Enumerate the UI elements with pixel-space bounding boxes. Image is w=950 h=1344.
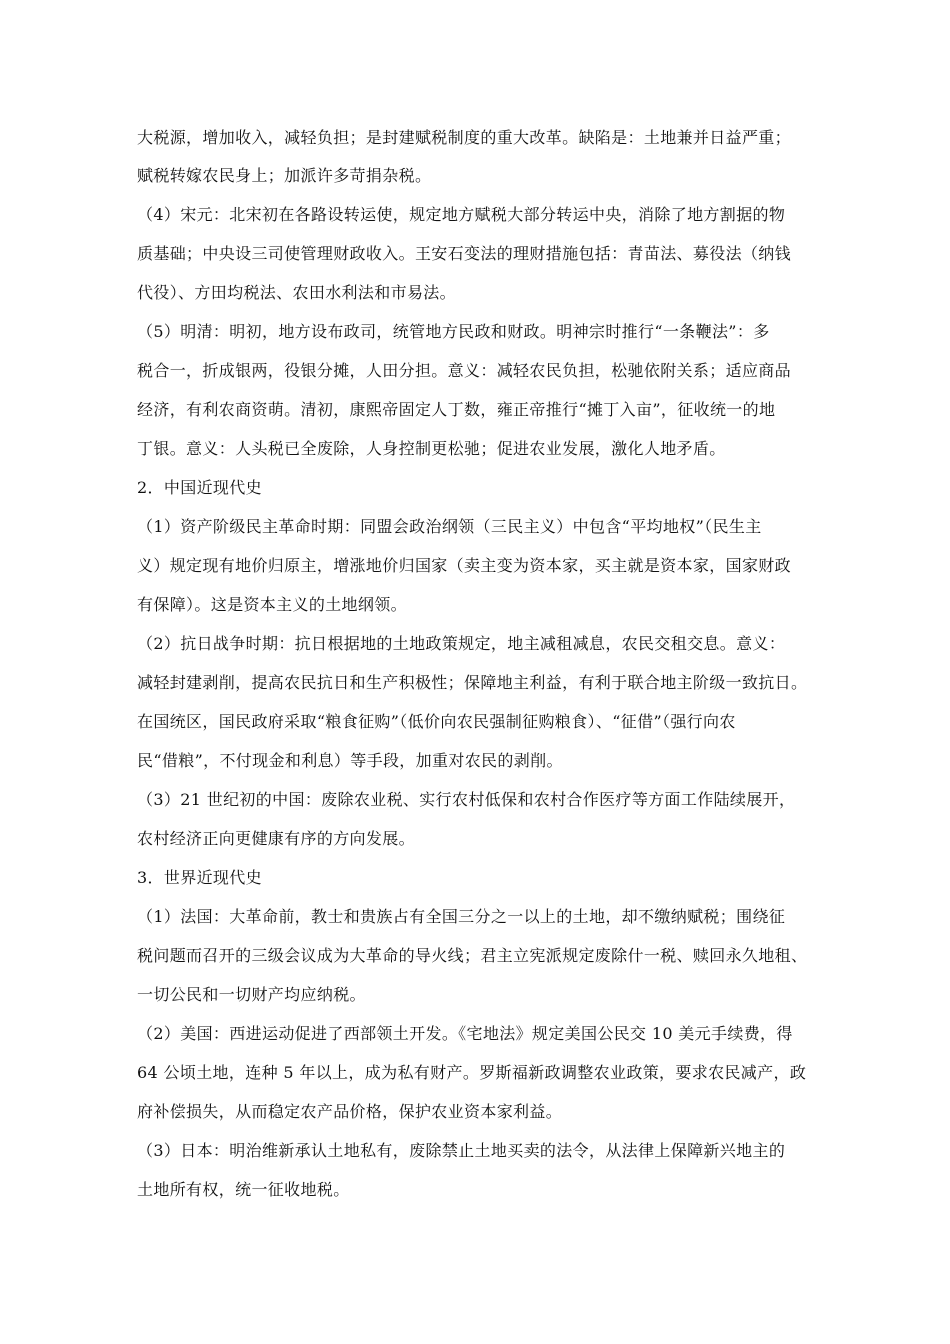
text-line: 有保障）。这是资本主义的土地纲领。 (137, 595, 407, 614)
text-line: 民“借粮”，不付现金和利息）等手段，加重对农民的剥削。 (137, 751, 563, 770)
text-line: 丁银。意义：人头税已全废除，人身控制更松驰；促进农业发展，激化人地矛盾。 (137, 439, 726, 458)
text-line: 大税源，增加收入，减轻负担；是封建赋税制度的重大改革。缺陷是：土地兼并日益严重； (137, 128, 792, 147)
text-line: 府补偿损失，从而稳定农产品价格，保护农业资本家利益。 (137, 1102, 563, 1121)
text-line: （3）日本：明治维新承认土地私有，废除禁止土地买卖的法令，从法律上保障新兴地主的 (137, 1141, 786, 1160)
text-line: （4）宋元：北宋初在各路设转运使，规定地方赋税大部分转运中央，消除了地方割据的物 (137, 205, 786, 224)
text-line: 减轻封建剥削，提高农民抗日和生产积极性；保障地主利益，有利于联合地主阶级一致抗日。 (137, 673, 808, 692)
text-line: 质基础；中央设三司使管理财政收入。王安石变法的理财措施包括：青苗法、募役法（纳钱 (137, 244, 792, 263)
text-line: （1）法国：大革命前，教士和贵族占有全国三分之一以上的土地，却不缴纳赋税；围绕征 (137, 907, 786, 926)
text-line: 一切公民和一切财产均应纳税。 (137, 985, 366, 1004)
text-line: （2）美国：西进运动促进了西部领土开发。《宅地法》规定美国公民交 10 美元手续费，得 (137, 1024, 793, 1043)
text-line: 农村经济正向更健康有序的方向发展。 (137, 829, 415, 848)
text-line: 赋税转嫁农民身上；加派许多苛捐杂税。 (137, 166, 432, 185)
text-line: （5）明清：明初，地方设布政司，统管地方民政和财政。明神宗时推行“一条鞭法”：多 (137, 322, 770, 341)
text-line: （3）21 世纪初的中国：废除农业税、实行农村低保和农村合作医疗等方面工作陆续展开， (137, 790, 796, 809)
text-line: 经济，有利农商资萌。清初，康熙帝固定人丁数，雍正帝推行“摊丁入亩”，征收统一的地 (137, 400, 776, 419)
text-line: （1）资产阶级民主革命时期：同盟会政治纲领（三民主义）中包含“平均地权”（民生主 (137, 517, 762, 536)
text-line: 义）规定现有地价归原主，增涨地价归国家（卖主变为资本家，买主就是资本家，国家财政 (137, 556, 792, 575)
text-line: 在国统区，国民政府采取“粮食征购”（低价向农民强制征购粮食）、“征借”（强行向农 (137, 712, 736, 731)
text-line: 64 公顷土地，连种 5 年以上，成为私有财产。罗斯福新政调整农业政策，要求农民减产，政 (137, 1063, 807, 1082)
text-line: 税问题而召开的三级会议成为大革命的导火线；君主立宪派规定废除什一税、赎回永久地租、 (137, 946, 808, 965)
text-line: 税合一，折成银两，役银分摊，人田分担。意义：减轻农民负担，松驰依附关系；适应商品 (137, 361, 792, 380)
section-heading: 2．中国近现代史 (137, 478, 262, 497)
text-line: （2）抗日战争时期：抗日根据地的土地政策规定，地主减租减息，农民交租交息。意义： (137, 634, 786, 653)
text-line: 代役）、方田均税法、农田水利法和市易法。 (137, 283, 457, 302)
text-line: 土地所有权，统一征收地税。 (137, 1180, 350, 1199)
section-heading: 3．世界近现代史 (137, 868, 262, 887)
